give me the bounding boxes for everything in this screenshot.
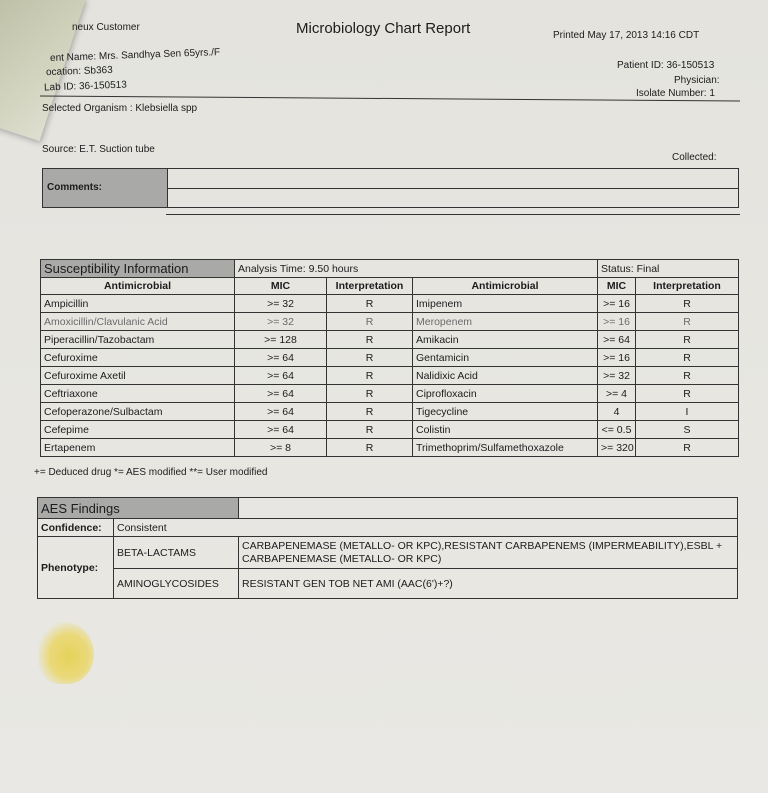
interpretation: R: [636, 385, 739, 403]
table-row: [41, 367, 739, 385]
col-interpretation-1: Interpretation: [327, 278, 413, 295]
drug-name: Cefuroxime: [41, 349, 235, 367]
mic-value: >= 32: [598, 367, 636, 385]
col-mic-2: MIC: [598, 278, 636, 295]
mic-value: >= 64: [235, 349, 327, 367]
drug-name: Amikacin: [413, 331, 598, 349]
table-row: [41, 421, 739, 439]
specimen-source: Source: E.T. Suction tube: [42, 144, 155, 155]
mic-value: >= 4: [598, 385, 636, 403]
mic-value: >= 32: [235, 295, 327, 313]
table-row: [41, 349, 739, 367]
interpretation: R: [636, 349, 739, 367]
confidence-value: Consistent: [114, 519, 738, 537]
mic-value: <= 0.5: [598, 421, 636, 439]
mic-value: >= 32: [235, 313, 327, 331]
isolate-number: Isolate Number: 1: [636, 88, 715, 99]
susceptibility-title: Susceptibility Information: [41, 260, 235, 278]
status: Status: Final: [601, 262, 660, 275]
analysis-time: Analysis Time: 9.50 hours: [238, 262, 359, 275]
drug-name: Ertapenem: [41, 439, 235, 457]
mic-value: >= 16: [598, 295, 636, 313]
beta-lactams-value: CARBAPENEMASE (METALLO- OR KPC),RESISTANT CARBAPENEMS (IMPERMEABILITY),ESBL + CARBAPENEMASE (METALLO- OR KPC): [239, 537, 738, 569]
yellow-stain: [38, 622, 94, 684]
drug-name: Cefepime: [41, 421, 235, 439]
mic-value: 4: [598, 403, 636, 421]
drug-name: Gentamicin: [413, 349, 598, 367]
drug-name: Ampicillin: [41, 295, 235, 313]
col-antimicrobial-2: Antimicrobial: [413, 278, 598, 295]
mic-value: >= 64: [235, 367, 327, 385]
comments-label: Comments:: [43, 169, 167, 207]
table-row: [41, 313, 739, 331]
comments-box: [42, 168, 739, 208]
interpretation: R: [327, 331, 413, 349]
interpretation: R: [327, 313, 413, 331]
drug-name: Colistin: [413, 421, 598, 439]
interpretation: S: [636, 421, 739, 439]
interpretation: R: [327, 403, 413, 421]
col-antimicrobial-1: Antimicrobial: [41, 278, 235, 295]
drug-name: Ceftriaxone: [41, 385, 235, 403]
aes-title: AES Findings: [38, 498, 239, 519]
table-row: [41, 403, 739, 421]
mic-value: >= 128: [235, 331, 327, 349]
mic-value: >= 64: [235, 385, 327, 403]
mic-value: >= 64: [235, 421, 327, 439]
lab-id: Lab ID: 36-150513: [43, 79, 128, 94]
col-interpretation-2: Interpretation: [636, 278, 739, 295]
drug-name: Imipenem: [413, 295, 598, 313]
interpretation: R: [636, 367, 739, 385]
interpretation: R: [636, 313, 739, 331]
status-cell: [598, 260, 739, 278]
interpretation: R: [327, 367, 413, 385]
confidence-label: Confidence:: [38, 519, 114, 537]
printed-timestamp: Printed May 17, 2013 14:16 CDT: [553, 30, 700, 41]
physician-label: Physician:: [674, 75, 720, 86]
header-divider: [40, 96, 740, 102]
drug-name: Nalidixic Acid: [413, 367, 598, 385]
interpretation: R: [327, 349, 413, 367]
interpretation: R: [636, 439, 739, 457]
drug-name: Ciprofloxacin: [413, 385, 598, 403]
phenotype-label: Phenotype:: [38, 537, 114, 599]
interpretation: I: [636, 403, 739, 421]
selected-organism: Selected Organism : Klebsiella spp: [42, 103, 198, 114]
mic-value: >= 64: [598, 331, 636, 349]
mic-value: >= 8: [235, 439, 327, 457]
table-row: [41, 385, 739, 403]
comments-line: [167, 188, 738, 189]
interpretation: R: [327, 385, 413, 403]
table-row: [41, 295, 739, 313]
table-row: [41, 439, 739, 457]
mic-value: >= 16: [598, 349, 636, 367]
col-mic-1: MIC: [235, 278, 327, 295]
drug-name: Amoxicillin/Clavulanic Acid: [41, 313, 235, 331]
customer-label: neux Customer: [72, 22, 140, 33]
interpretation: R: [327, 421, 413, 439]
location: ocation: Sb363: [45, 64, 113, 79]
footnote: += Deduced drug *= AES modified **= User modified: [34, 467, 268, 478]
patient-id: Patient ID: 36-150513: [617, 60, 715, 71]
drug-name: Tigecycline: [413, 403, 598, 421]
drug-name: Piperacillin/Tazobactam: [41, 331, 235, 349]
drug-name: Meropenem: [413, 313, 598, 331]
collected-label: Collected:: [672, 152, 717, 163]
interpretation: R: [636, 331, 739, 349]
mic-value: >= 16: [598, 313, 636, 331]
aminoglycosides-value: RESISTANT GEN TOB NET AMI (AAC(6')+?): [239, 569, 738, 599]
interpretation: R: [327, 295, 413, 313]
drug-name: Cefuroxime Axetil: [41, 367, 235, 385]
table-row: [41, 331, 739, 349]
beta-lactams-label: BETA-LACTAMS: [114, 537, 239, 569]
interpretation: R: [636, 295, 739, 313]
report-title: Microbiology Chart Report: [296, 20, 471, 37]
patient-name: ent Name: Mrs. Sandhya Sen 65yrs./F: [49, 47, 221, 64]
mic-value: >= 64: [235, 403, 327, 421]
drug-name: Cefoperazone/Sulbactam: [41, 403, 235, 421]
drug-name: Trimethoprim/Sulfamethoxazole: [413, 439, 598, 457]
aminoglycosides-label: AMINOGLYCOSIDES: [114, 569, 239, 599]
aes-findings-table: [37, 497, 738, 599]
comments-bottom-line: [166, 214, 740, 215]
susceptibility-table: [40, 259, 739, 457]
interpretation: R: [327, 439, 413, 457]
mic-value: >= 320: [598, 439, 636, 457]
